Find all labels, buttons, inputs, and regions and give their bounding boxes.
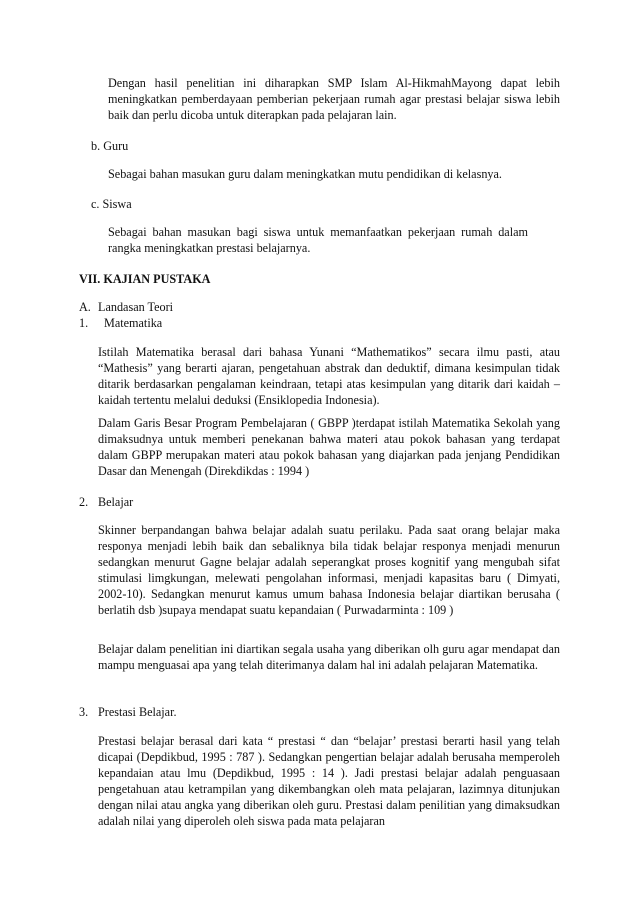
item-1-marker: 1.: [79, 316, 89, 330]
belajar-paragraph-2: Belajar dalam penelitian ini diartikan segala usaha yang diberikan olh guru agar mendapat dan mampu menguasai apa yang telah diterimanya dalam hal ini adalah pelajaran Matematika.: [98, 642, 560, 672]
guru-paragraph: Sebagai bahan masukan guru dalam meningkatkan mutu pendidikan di kelasnya.: [108, 167, 502, 181]
item-1-title: Matematika: [104, 316, 163, 330]
item-2-marker: 2.: [79, 495, 89, 509]
guru-label: b. Guru: [91, 139, 129, 153]
matematika-paragraph-1: Istilah Matematika berasal dari bahasa Yunani “Mathematikos” secara ilmu pasti, atau “Mathesis” yang berarti ajaran, pengetahuan abstrak dan deduktif, dimana kesimpulan tidak ditarik berdasarkan pengalaman keindraan, tetapi atas kesimpulan yang ditarik dari kaidah – kaidah tertentu melalui deduksi (Ensiklopedia Indonesia).: [98, 345, 560, 407]
siswa-paragraph: Sebagai bahan masukan bagi siswa untuk memanfaatkan pekerjaan rumah dalam rangka meningkatkan prestasi belajarnya.: [108, 225, 528, 255]
matematika-paragraph-2: Dalam Garis Besar Program Pembelajaran ( GBPP )terdapat istilah Matematika Sekolah yang dimaksudnya untuk memberi penekanan bahwa materi atau pokok bahasan yang terdapat dalam GBPP merupakan materi atau pokok bahasan yang diajarkan pada jenjang Pendidikan Dasar dan Menengah (Direkdikdas : 1994 ): [98, 416, 560, 478]
section-a-marker: A.: [79, 300, 91, 314]
item-2-title: Belajar: [98, 495, 134, 509]
intro-paragraph: Dengan hasil penelitian ini diharapkan SMP Islam Al-HikmahMayong dapat lebih meningkatkan pemberdayaan pemberian pekerjaan rumah agar prestasi belajar siswa lebih baik dan perlu dicoba untuk diterapkan pada pelajaran lain.: [108, 76, 560, 122]
prestasi-paragraph-1: Prestasi belajar berasal dari kata “ prestasi “ dan “belajar’ prestasi berarti hasil yang telah dicapai (Depdikbud, 1995 : 787 ). Sedangkan pengertian belajar adalah berusaha memperoleh kepandaian atau lmu (Depdikbud, 1995 : 14 ). Jadi prestasi belajar adalah penguasaan pengetahuan atau ketrampilan yang dikembangkan oleh mata pelajaran, lazimnya ditunjukan dengan nilai atau angka yang diberikan oleh guru. Prestasi dalam penilitian yang dimaksudkan adalah nilai yang diperoleh oleh siswa pada mata pelajaran: [98, 734, 560, 828]
item-3-title: Prestasi Belajar.: [98, 705, 177, 719]
section-a-title: Landasan Teori: [98, 300, 174, 314]
item-3-marker: 3.: [79, 705, 89, 719]
siswa-label: c. Siswa: [91, 197, 132, 211]
belajar-paragraph-1: Skinner berpandangan bahwa belajar adalah suatu perilaku. Pada saat orang belajar maka responya menjadi lebih baik dan sebaliknya bila tidak belajar responya menjadi menurun sedangkan menurut Gagne belajar adalah seperangkat proses kognitif yang mengubah sifat stimulasi limgkungan, melewati pengolahan informasi, menjadi kapasitas baru ( Dimyati, 2002-10). Sedangkan menurut kamus umum bahasa Indonesia belajar diartikan berusaha ( berlatih dsb )supaya mendapat suatu kepandaian ( Purwadarminta : 109 ): [98, 523, 560, 617]
section-heading: VII. KAJIAN PUSTAKA: [79, 272, 211, 286]
